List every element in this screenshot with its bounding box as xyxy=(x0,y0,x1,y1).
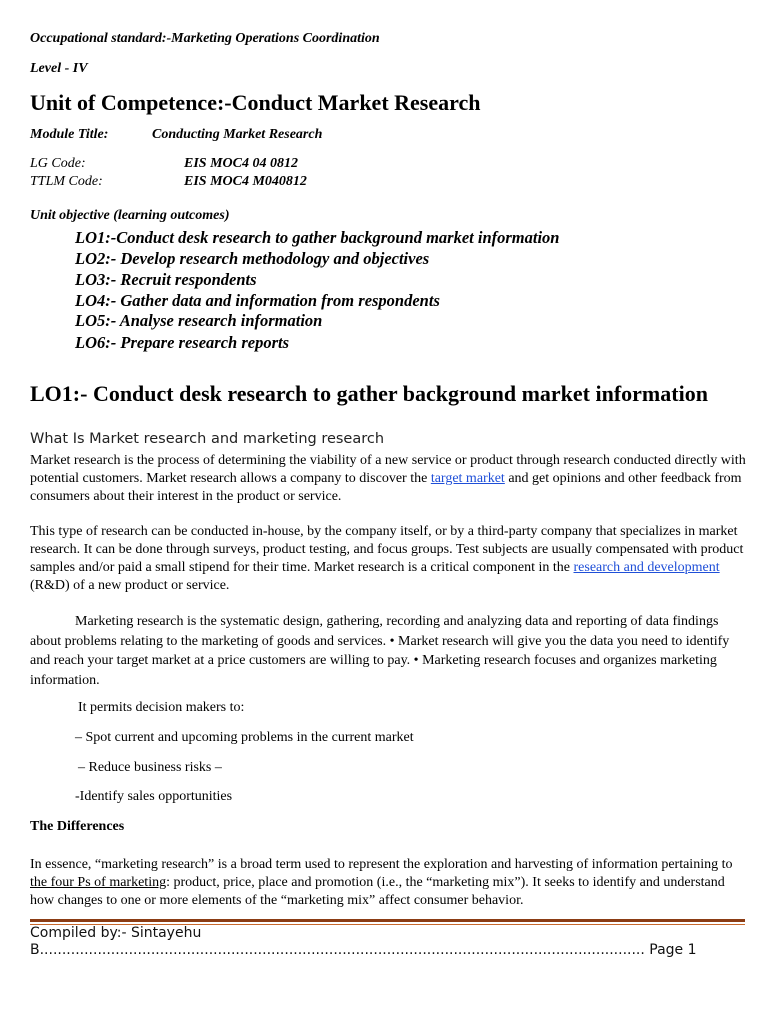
occupational-standard: Occupational standard:-Marketing Operations Coordination xyxy=(30,31,380,46)
unit-title: Unit of Competence:-Conduct Market Research xyxy=(30,90,481,115)
module-title-value: Conducting Market Research xyxy=(152,127,323,142)
paragraph-market-research: Market research is the process of determining the viability of a new service or product through research conducted directly with potential customers. Market research allows a company to discover the target market and get opinions and other feedback from consumers about their interest in the product or service. xyxy=(30,453,746,504)
ttlm-code-value: EIS MOC4 M040812 xyxy=(184,174,307,189)
level-label: Level - IV xyxy=(30,61,88,76)
objective-item: LO2:- Develop research methodology and objectives xyxy=(75,249,430,268)
permits-text: It permits decision makers to: xyxy=(78,700,245,715)
objective-item: LO3:- Recruit respondents xyxy=(75,270,257,289)
differences-heading: The Differences xyxy=(30,819,125,834)
lg-code-value: EIS MOC4 04 0812 xyxy=(184,156,298,171)
footer-rule xyxy=(30,919,745,922)
section-heading: LO1:- Conduct desk research to gather background market information xyxy=(30,381,708,406)
ttlm-code-label: TTLM Code: xyxy=(30,174,103,189)
four-ps-text: the four Ps of marketing xyxy=(30,875,167,890)
objective-item: LO4:- Gather data and information from respondents xyxy=(75,291,440,310)
module-title-label: Module Title: xyxy=(30,127,109,142)
footer-compiled-by: Compiled by:- Sintayehu xyxy=(30,925,202,941)
target-market-link[interactable]: target market xyxy=(430,471,505,486)
bullet-item: -Identify sales opportunities xyxy=(75,789,233,804)
research-development-link[interactable]: research and development xyxy=(573,560,720,575)
objectives-title: Unit objective (learning outcomes) xyxy=(30,208,230,223)
objective-item: LO5:- Analyse research information xyxy=(75,311,323,330)
objective-item: LO6:- Prepare research reports xyxy=(75,333,290,352)
footer-page-number: B........................................................................................................................................ Page 1 xyxy=(30,942,697,958)
paragraph-in-house: This type of research can be conducted in-house, by the company itself, or by a third-party company that specializes in market research. It can be done through surveys, product testing, and focus groups. Test subjects are usually compensated with product samples and/or paid a small stipend for their time. Market research is a critical component in the research and development (R&D) of a new product or service. xyxy=(30,524,744,593)
lg-code-label: LG Code: xyxy=(30,156,86,171)
paragraph-differences: In essence, “marketing research” is a broad term used to represent the exploration and harvesting of information pertaining to the four Ps of marketing: product, price, place and promotion (i.e., the “marketing mix”). It seeks to identify and understand how changes to one or more elements of the “marketing mix” affect consumer behavior. xyxy=(30,857,733,908)
objective-item: LO1:-Conduct desk research to gather background market information xyxy=(75,228,560,247)
bullet-item: – Spot current and upcoming problems in the current market xyxy=(75,730,414,745)
section-subheading: What Is Market research and marketing research xyxy=(30,431,385,447)
paragraph-marketing-research: Marketing research is the systematic design, gathering, recording and analyzing data and reporting of data findings about problems relating to the marketing of goods and services. • Market research will give you the data you need to identify and reach your target market at a price customers are willing to pay. • Marketing research focuses and organizes marketing information. xyxy=(30,614,730,688)
bullet-item: – Reduce business risks – xyxy=(78,760,222,775)
